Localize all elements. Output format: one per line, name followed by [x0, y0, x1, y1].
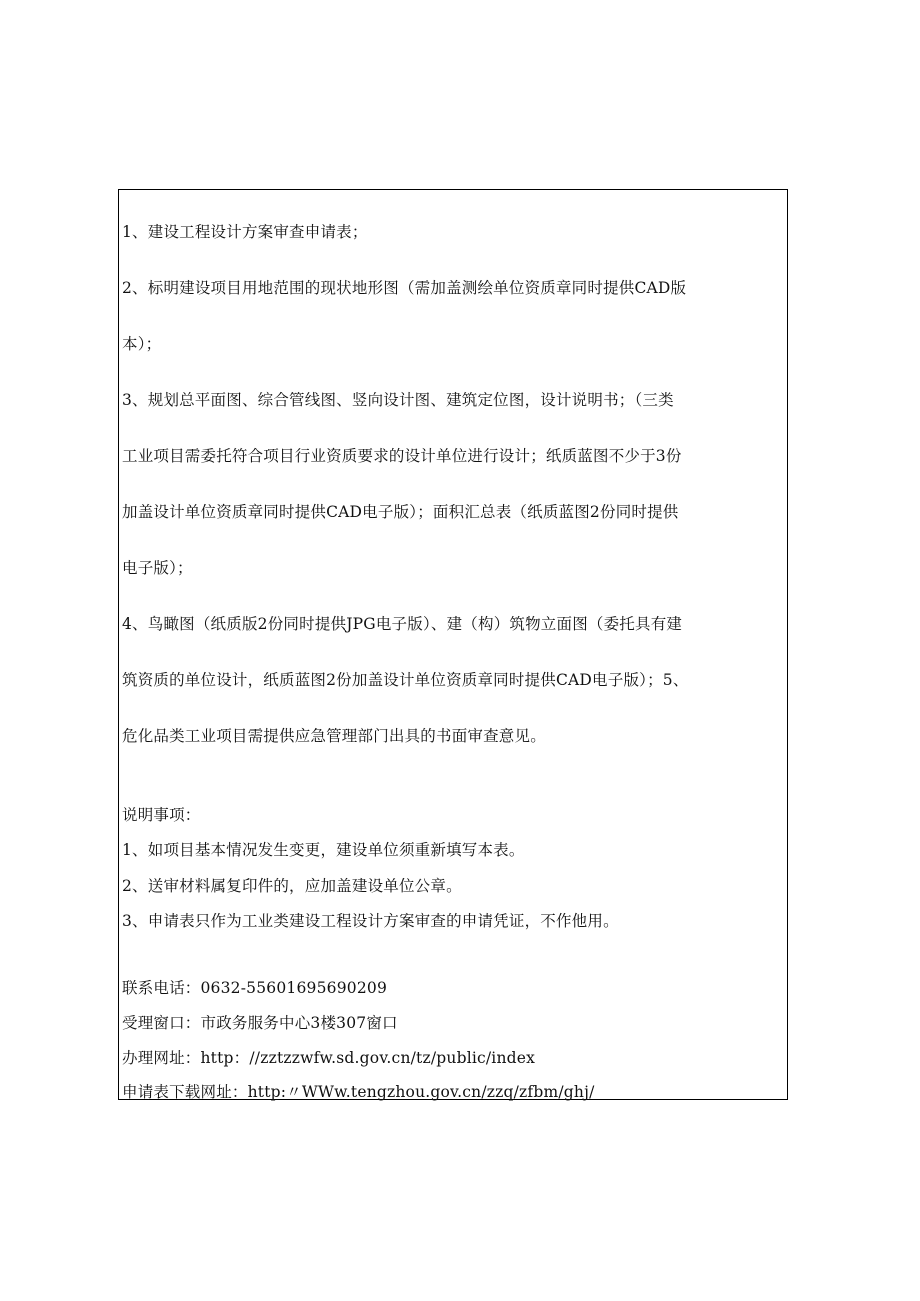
contact-phone: 联系电话：0632-55601695690209	[122, 979, 388, 997]
note-item-3: 3、申请表只作为工业类建设工程设计方案审查的申请凭证，不作他用。	[122, 912, 619, 930]
contact-window: 受理窗口：市政务服务中心3楼307窗口	[122, 1014, 398, 1032]
note-item-1: 1、如项目基本情况发生变更，建设单位须重新填写本表。	[122, 841, 525, 859]
note-item-2: 2、送审材料属复印件的，应加盖建设单位公章。	[122, 877, 462, 895]
material-line-1: 1、建设工程设计方案审查申请表；	[122, 223, 368, 241]
contact-download-url: 申请表下载网址：http:〃WWw.tengzhou.gov.cn/zzq/zfbm/ghj/	[122, 1083, 595, 1101]
requirements-table-cell	[118, 189, 788, 1100]
material-line-8: 4、鸟瞰图（纸质版2份同时提供JPG电子版）、建（构）筑物立面图（委托具有建	[122, 615, 683, 633]
material-line-10: 危化品类工业项目需提供应急管理部门出具的书面审查意见。	[122, 727, 546, 745]
material-line-2: 2、标明建设项目用地范围的现状地形图（需加盖测绘单位资质章同时提供CAD版	[122, 279, 687, 297]
notes-title: 说明事项：	[122, 806, 201, 824]
material-line-5: 工业项目需委托符合项目行业资质要求的设计单位进行设计；纸质蓝图不少于3份	[122, 447, 682, 465]
material-line-4: 3、规划总平面图、综合管线图、竖向设计图、建筑定位图，设计说明书；（三类	[122, 391, 674, 409]
material-line-9: 筑资质的单位设计，纸质蓝图2份加盖设计单位资质章同时提供CAD电子版）；5、	[122, 671, 689, 689]
material-line-6: 加盖设计单位资质章同时提供CAD电子版）；面积汇总表（纸质蓝图2份同时提供	[122, 503, 679, 521]
material-line-7: 电子版）；	[122, 559, 193, 577]
material-line-3: 本）；	[122, 335, 162, 353]
contact-website: 办理网址：http：//zztzzwfw.sd.gov.cn/tz/public/index	[122, 1049, 536, 1067]
